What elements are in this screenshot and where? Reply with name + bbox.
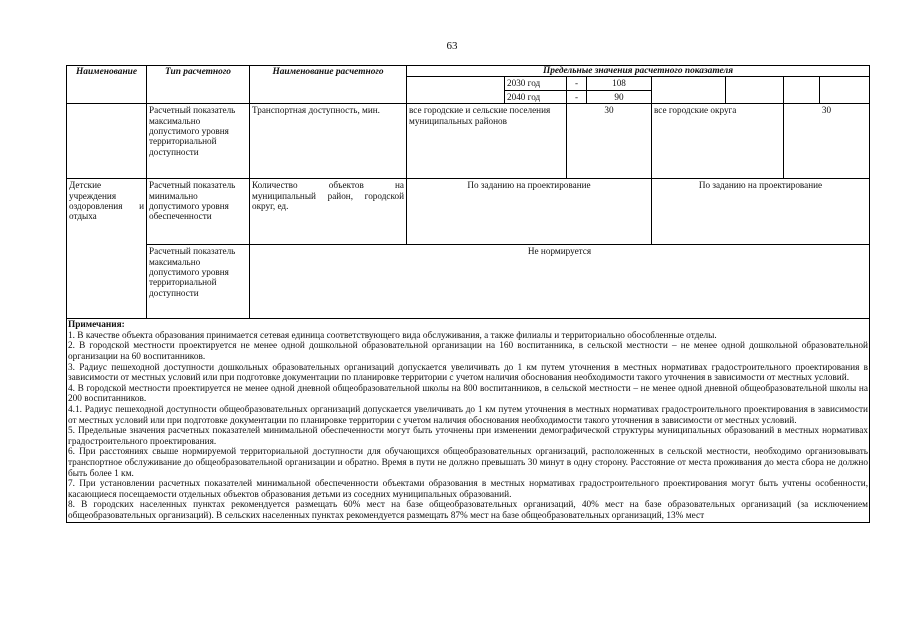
group-cell: все городские округа: [652, 104, 784, 179]
header-indicator: Наименование расчетного: [250, 66, 407, 104]
empty-cell: [67, 104, 147, 179]
empty-cell: [726, 77, 784, 104]
note-item: 6. При расстояниях свыше нормируемой территориальной доступности для обучающихся общеобразовательных организаций, расположенных в сельской местности, необходимо организовывать транспортное обслуживание до общеобразовательной организации и обратно. Время в пути не должно превышать 30 минут в одну сторону. Расстояние от места проживания до места сбора не должно быть более 1 км.: [68, 447, 869, 479]
header-values: Предельные значения расчетного показателя: [407, 66, 870, 77]
notes-cell: [67, 319, 870, 522]
notes-row: [67, 319, 870, 522]
empty-cell: [784, 77, 820, 104]
indicator-cell: Количество объектов на муниципальный район, городской округ, ед.: [250, 179, 407, 245]
dash-cell: -: [567, 90, 587, 103]
value-cell: 30: [784, 104, 870, 179]
header-name: Наименование: [67, 66, 147, 104]
note-item: 3. Радиус пешеходной доступности дошкольных образовательных организаций допускается увеличивать до 1 км путем уточнения в местных нормативах градостроительного проектирования в зависимости от местных условий или при подготовке документации по планировке территории с учетом наличия обоснования необходимости такого уточнения в зависимости от местных условий.: [68, 362, 869, 384]
value-cell: 90: [587, 90, 652, 103]
note-item: 2. В городской местности проектируется не менее одной дошкольной образовательной организации на 160 воспитанника, в сельской местности – не менее одной дошкольной образовательной организации на 60 воспитанников.: [68, 341, 869, 362]
indicator-cell: Транспортная доступность, мин.: [250, 104, 407, 179]
notes-title: Примечания:: [68, 320, 125, 331]
group-cell: все городские и сельские поселения муниципальных районов: [407, 104, 567, 179]
value-cell: 108: [587, 77, 652, 90]
year-cell: 2040 год: [505, 90, 567, 103]
type-cell: Расчетный показатель максимально допустимого уровня территориальной доступности: [147, 245, 250, 319]
norms-table: [66, 65, 870, 523]
table-row: [67, 179, 870, 245]
value-cell: Не нормируется: [250, 245, 870, 319]
value-cell: По заданию на проектирование: [652, 179, 870, 245]
value-cell: 30: [567, 104, 652, 179]
page-number: 63: [446, 40, 458, 52]
facility-name-cell: Детские учреждения оздоровления и отдыха: [67, 179, 147, 319]
note-item: 1. В качестве объекта образования принимается сетевая единица соответствующего вида обслуживания, а также филиалы и территориально обособленные отделы.: [68, 330, 717, 341]
type-cell: Расчетный показатель максимально допустимого уровня территориальной доступности: [147, 104, 250, 179]
table-row: [67, 245, 870, 319]
type-cell: Расчетный показатель минимально допустимого уровня обеспеченности: [147, 179, 250, 245]
note-item: 4.1. Радиус пешеходной доступности общеобразовательных организаций допускается увеличивать до 1 км путем уточнения в местных нормативах градостроительного проектирования в зависимости от местных условий или при подготовке документации по планировке территории с учетом наличия обоснования необходимости такого уточнения в зависимости от местных условий.: [68, 404, 869, 426]
table-header-row: [67, 66, 870, 77]
header-type: Тип расчетного: [147, 66, 250, 104]
empty-cell: [407, 90, 505, 103]
empty-cell: [407, 77, 505, 90]
empty-cell: [820, 77, 870, 104]
empty-cell: [652, 77, 726, 104]
value-cell: По заданию на проектирование: [407, 179, 652, 245]
note-item: 8. В городских населенных пунктах рекомендуется размещать 60% мест на базе общеобразовательных организаций, 40% мест на базе образовательных организаций (за исключением общеобразовательных организаций). В сельских населенных пунктах рекомендуется размещать 87% мест на базе общеобразовательных организаций, 13% мест: [68, 500, 869, 521]
note-item: 4. В городской местности проектируется не менее одной дневной общеобразовательной школы на 800 воспитанников, в сельской местности – не менее одной дневной общеобразовательной школы на 200 воспитанников.: [68, 383, 869, 405]
note-item: 5. Предельные значения расчетных показателей минимальной обеспеченности могут быть уточнены при изменении демографической структуры муниципальных образований в местных нормативах градостроительного проектирования.: [68, 426, 869, 447]
table-row: [67, 104, 870, 179]
note-item: 7. При установлении расчетных показателей минимальной обеспеченности объектами образования в местных нормативах градостроительного проектирования могут быть учтены особенности, касающиеся посещаемости отдельных объектов образования детьми из соседних муниципальных образований.: [68, 479, 869, 500]
year-cell: 2030 год: [505, 77, 567, 90]
dash-cell: -: [567, 77, 587, 90]
